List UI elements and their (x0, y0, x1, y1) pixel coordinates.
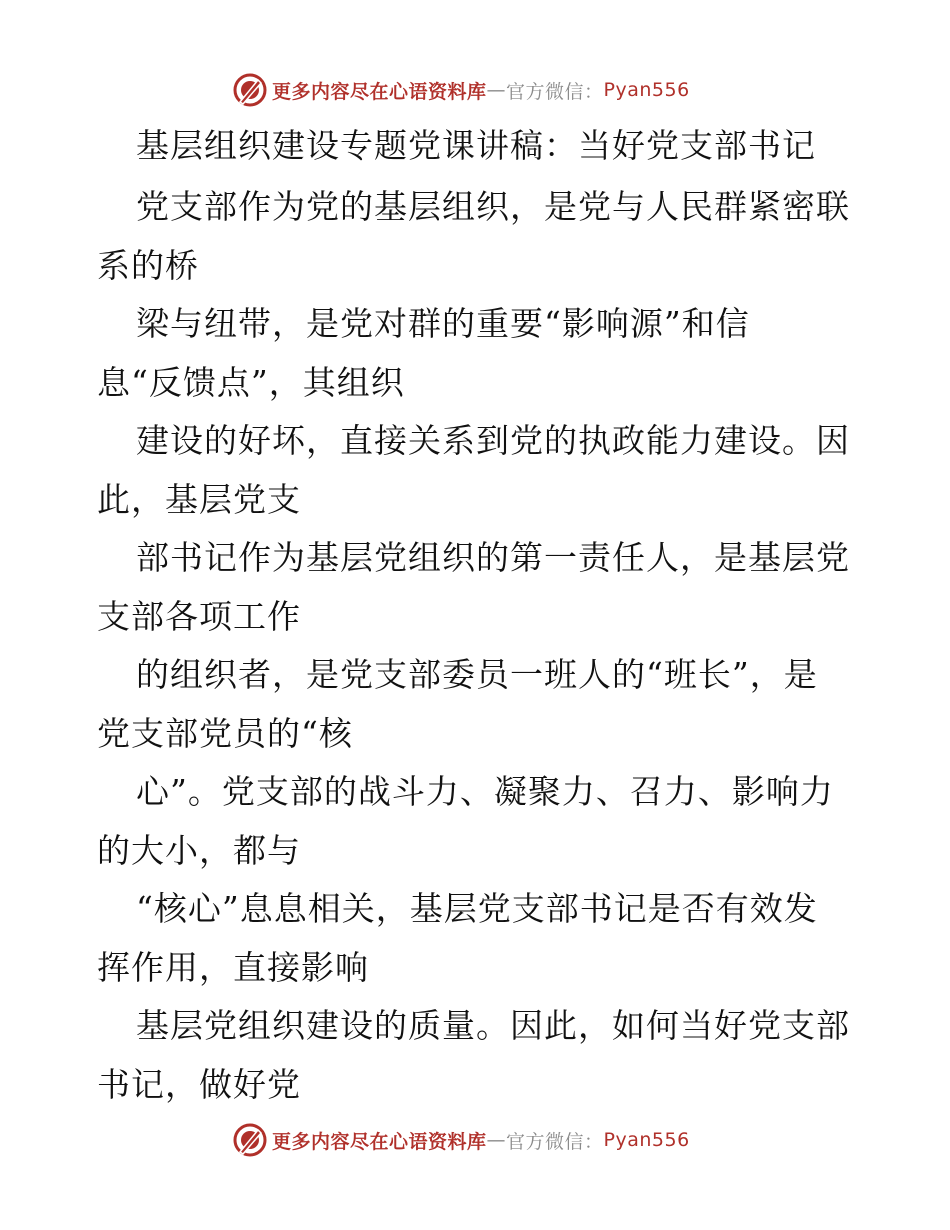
quill-seal-icon (232, 72, 268, 108)
body-line: 部书记作为基层党组织的第一责任人，是基层党 (136, 538, 850, 577)
body-line: 书记，做好党 (97, 1064, 301, 1104)
watermark-id: Pyan556 (603, 1129, 690, 1151)
body-line: 支部各项工作 (97, 596, 301, 636)
body-line: 息“反馈点”，其组织 (97, 362, 405, 402)
body-line: 系的桥 (97, 245, 199, 285)
watermark-middle: 官方微信： (506, 1130, 604, 1153)
header-watermark (232, 72, 752, 108)
watermark-id: Pyan556 (603, 79, 690, 101)
body-line: 党支部作为党的基层组织，是党与人民群紧密联 (136, 187, 850, 226)
watermark-prefix: 更多内容尽在心语资料库 (272, 1130, 487, 1153)
document-title: 基层组织建设专题党课讲稿：当好党支部书记 (136, 126, 816, 165)
footer-watermark (232, 1122, 752, 1158)
document-body (97, 178, 857, 1114)
body-line: 建设的好坏，直接关系到党的执政能力建设。因 (136, 421, 850, 460)
body-line: 心”。党支部的战斗力、凝聚力、召力、影响力 (136, 772, 834, 811)
quill-seal-icon (232, 1122, 268, 1158)
body-line: 的大小，都与 (97, 830, 301, 870)
watermark-dash: — (486, 1129, 507, 1151)
body-line: 此，基层党支 (97, 479, 301, 519)
watermark-middle: 官方微信： (506, 80, 604, 103)
body-line: 梁与纽带，是党对群的重要“影响源”和信 (136, 304, 750, 343)
body-line: 基层党组织建设的质量。因此，如何当好党支部 (136, 1006, 850, 1045)
watermark-dash: — (486, 79, 507, 101)
body-line: 党支部党员的“核 (97, 713, 353, 753)
watermark-prefix: 更多内容尽在心语资料库 (272, 80, 487, 103)
body-line: 的组织者，是党支部委员一班人的“班长”，是 (136, 655, 818, 694)
body-line: 挥作用，直接影响 (97, 947, 369, 987)
body-line: “核心”息息相关，基层党支部书记是否有效发 (136, 889, 818, 928)
